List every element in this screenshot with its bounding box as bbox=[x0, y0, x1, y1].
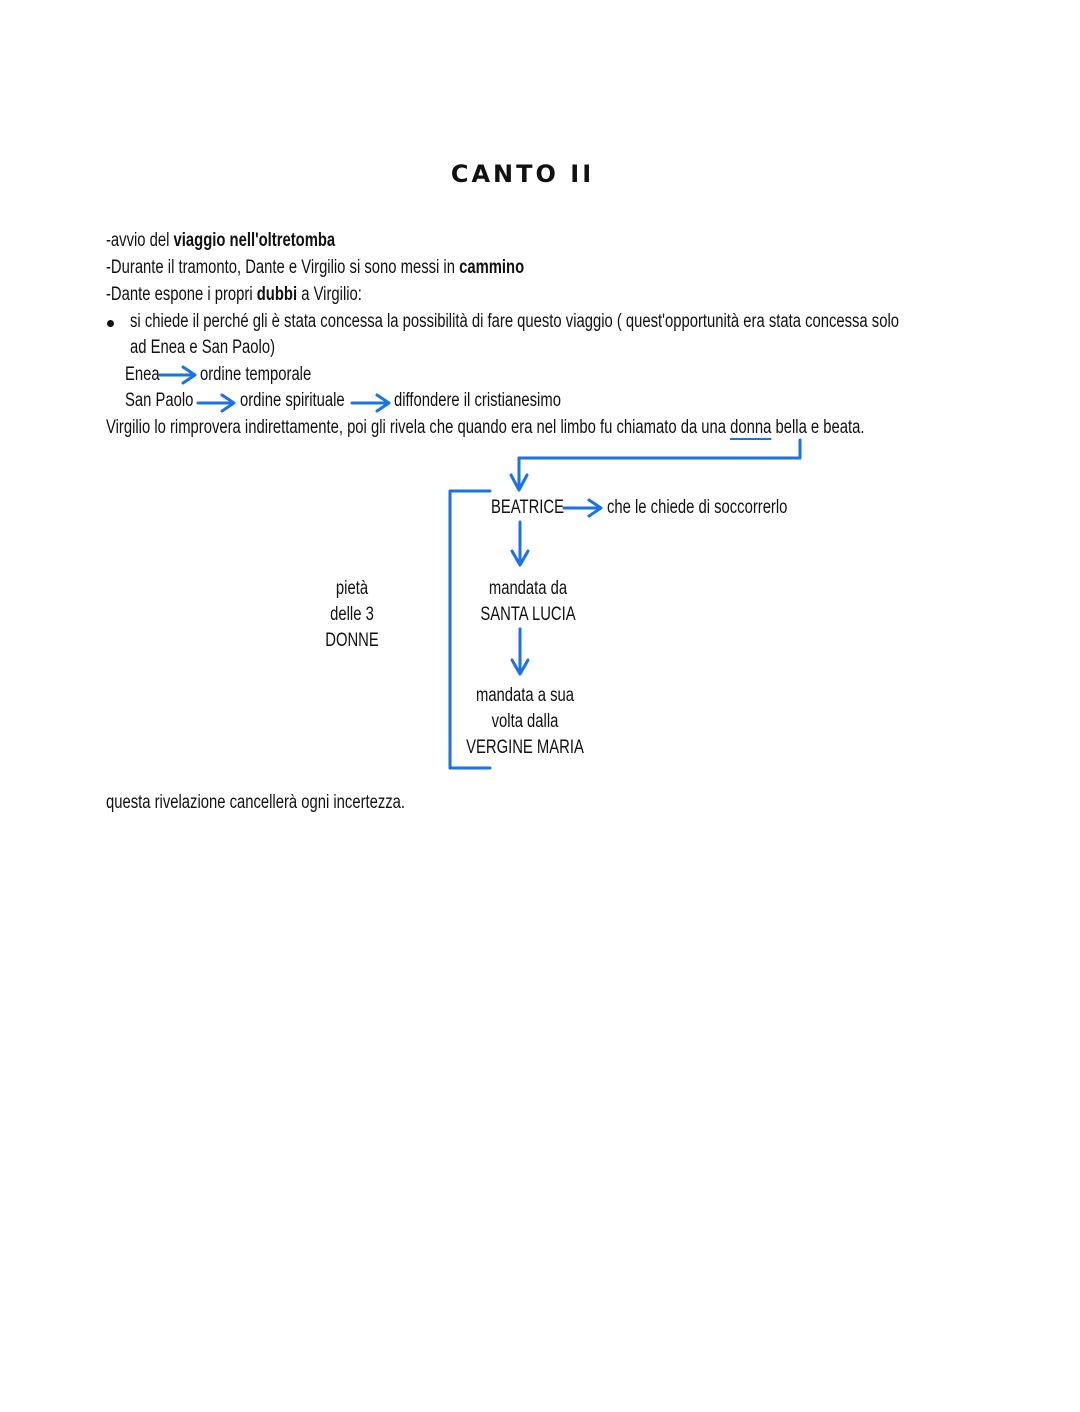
bullet-line-1: si chiede il perché gli è stata concessa la possibilità di fare questo viaggio ( quest'opportunità era stata concessa solo bbox=[130, 311, 899, 332]
text-espone-bold: dubbi bbox=[256, 284, 298, 305]
arrow-down-icon bbox=[512, 522, 528, 565]
lucia-line-1: mandata da bbox=[488, 578, 568, 599]
text-avvio-prefix: -avvio del bbox=[106, 230, 174, 251]
page-title: CANTO II bbox=[450, 160, 595, 188]
maria-line-2: volta dalla bbox=[491, 711, 559, 732]
text-avvio-bold: viaggio nell'oltretomba bbox=[173, 230, 336, 251]
arrow-right-icon bbox=[198, 395, 234, 411]
text-espone-prefix: -Dante espone i propri bbox=[106, 284, 257, 305]
maria-line-1: mandata a sua bbox=[475, 685, 575, 706]
sanpaolo-result: ordine spirituale bbox=[240, 390, 345, 411]
text-virgilio-suffix: bella e beata. bbox=[771, 417, 865, 438]
pieta-line-1: pietà bbox=[335, 578, 369, 599]
maria-line-3: VERGINE MARIA bbox=[466, 737, 584, 758]
enea-result: ordine temporale bbox=[200, 364, 312, 385]
arrow-right-icon bbox=[564, 500, 601, 516]
bracket-left bbox=[450, 491, 490, 768]
arrow-down-icon bbox=[512, 629, 528, 674]
enea-label: Enea bbox=[125, 364, 160, 385]
pieta-line-3: DONNE bbox=[325, 630, 379, 651]
text-durante-prefix: -Durante il tramonto, Dante e Virgilio si sono messi in bbox=[106, 257, 460, 278]
text-durante-bold: cammino bbox=[459, 257, 525, 278]
bullet-line-2: ad Enea e San Paolo) bbox=[130, 337, 276, 358]
sanpaolo-label: San Paolo bbox=[125, 390, 194, 411]
diagram-beatrice: BEATRICE bbox=[491, 497, 565, 518]
pieta-line-2: delle 3 bbox=[330, 604, 374, 625]
text-virgilio-prefix: Virgilio lo rimprovera indirettamente, poi gli rivela che quando era nel limbo fu chiamato da una bbox=[106, 417, 731, 438]
diagram-beatrice-note: che le chiede di soccorrerlo bbox=[607, 497, 788, 518]
text-espone-suffix: a Virgilio: bbox=[297, 284, 362, 305]
line-conclusion: questa rivelazione cancellerà ogni incertezza. bbox=[106, 792, 406, 813]
sanpaolo-result2: diffondere il cristianesimo bbox=[394, 390, 561, 411]
arrow-right-icon bbox=[160, 367, 195, 383]
connector-donna-beatrice bbox=[511, 440, 800, 490]
lucia-line-2: SANTA LUCIA bbox=[480, 604, 576, 625]
text-donna-underlined: donna bbox=[730, 417, 772, 438]
arrow-right-icon bbox=[352, 395, 389, 411]
